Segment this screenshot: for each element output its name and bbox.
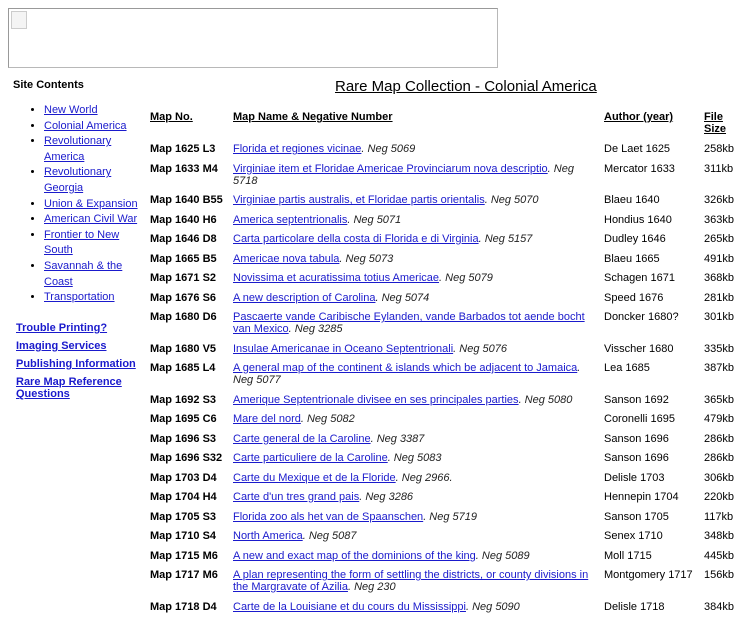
map-name-cell [231, 569, 602, 601]
map-name-cell [231, 550, 602, 570]
author-year: Blaeu 1640 [602, 194, 702, 214]
sidebar-item [44, 212, 144, 228]
table-row [148, 511, 750, 531]
negative-number: . Neg 5077 [233, 362, 580, 386]
negative-number: . Neg 5073 [339, 253, 393, 265]
map-name-cell [231, 292, 602, 312]
sidebar-item [44, 290, 144, 306]
map-name-cell [231, 413, 602, 433]
sidebar-extra-link[interactable]: Trouble Printing? [16, 322, 107, 334]
author-year: Sanson 1696 [602, 452, 702, 472]
map-number: Map 1685 L4 [148, 362, 231, 394]
author-year: Mercator 1633 [602, 163, 702, 195]
table-row [148, 550, 750, 570]
negative-number: . Neg 3387 [371, 433, 425, 445]
file-size: 363kb [702, 214, 750, 234]
sidebar-links [16, 322, 136, 406]
sidebar-item [44, 259, 144, 290]
author-year: Moll 1715 [602, 550, 702, 570]
author-year: Delisle 1718 [602, 601, 702, 620]
file-size: 281kb [702, 292, 750, 312]
map-name-link[interactable]: Carta particolare della costa di Florida e di Virginia [233, 233, 479, 245]
sidebar-item [44, 197, 144, 213]
sidebar-link[interactable]: New World [44, 104, 98, 116]
map-name-cell [231, 311, 602, 343]
sidebar-link[interactable]: Colonial America [44, 120, 127, 132]
negative-number: . Neg 5089 [476, 550, 530, 562]
author-year: Blaeu 1665 [602, 253, 702, 273]
map-name-link[interactable]: Carte de la Louisiane et du cours du Mississippi [233, 601, 466, 613]
table-row [148, 253, 750, 273]
map-number: Map 1692 S3 [148, 394, 231, 414]
map-name-link[interactable]: Carte particuliere de la Caroline [233, 452, 388, 464]
sidebar-extra-item [16, 322, 136, 334]
map-number: Map 1718 D4 [148, 601, 231, 620]
author-year: De Laet 1625 [602, 143, 702, 163]
author-year: Delisle 1703 [602, 472, 702, 492]
map-name-cell [231, 214, 602, 234]
map-name-link[interactable]: A new description of Carolina [233, 292, 375, 304]
map-number: Map 1640 B55 [148, 194, 231, 214]
author-year: Schagen 1671 [602, 272, 702, 292]
map-name-cell [231, 433, 602, 453]
table-row [148, 394, 750, 414]
sidebar-extra-item [16, 340, 136, 352]
map-number: Map 1625 L3 [148, 143, 231, 163]
table-row [148, 311, 750, 343]
map-name-cell [231, 163, 602, 195]
file-size: 286kb [702, 433, 750, 453]
map-number: Map 1646 D8 [148, 233, 231, 253]
table-row [148, 362, 750, 394]
map-name-link[interactable]: Carte general de la Caroline [233, 433, 371, 445]
map-name-link[interactable]: Amerique Septentrionale divisee en ses principales parties [233, 394, 519, 406]
map-number: Map 1671 S2 [148, 272, 231, 292]
map-number: Map 1695 C6 [148, 413, 231, 433]
banner-image [8, 8, 498, 68]
negative-number: . Neg 5090 [466, 601, 520, 613]
author-year: Hondius 1640 [602, 214, 702, 234]
map-name-cell [231, 472, 602, 492]
header-author: Author (year) [602, 111, 702, 143]
negative-number: . Neg 5719 [423, 511, 477, 523]
file-size: 306kb [702, 472, 750, 492]
negative-number: . Neg 5071 [347, 214, 401, 226]
map-name-cell [231, 233, 602, 253]
map-number: Map 1665 B5 [148, 253, 231, 273]
author-year: Lea 1685 [602, 362, 702, 394]
map-name-link[interactable]: North America [233, 530, 303, 542]
table-row [148, 272, 750, 292]
file-size: 368kb [702, 272, 750, 292]
site-contents-list [44, 103, 144, 306]
map-number: Map 1640 H6 [148, 214, 231, 234]
file-size: 348kb [702, 530, 750, 550]
sidebar-link[interactable]: Savannah & the Coast [44, 260, 122, 288]
map-name-link[interactable]: A plan representing the form of settling the districts, or county divisions in the Margravate of Azilia [233, 569, 588, 593]
table-row [148, 472, 750, 492]
negative-number: . Neg 5082 [301, 413, 355, 425]
map-number: Map 1703 D4 [148, 472, 231, 492]
map-name-link[interactable]: A general map of the continent & islands which be adjacent to Jamaica [233, 362, 577, 374]
file-size: 117kb [702, 511, 750, 531]
file-size: 491kb [702, 253, 750, 273]
negative-number: . Neg 5083 [388, 452, 442, 464]
table-row [148, 601, 750, 620]
negative-number: . Neg 5087 [303, 530, 357, 542]
table-row [148, 233, 750, 253]
map-name-cell [231, 491, 602, 511]
author-year: Hennepin 1704 [602, 491, 702, 511]
map-name-cell [231, 394, 602, 414]
sidebar-link[interactable]: Revolutionary America [44, 135, 111, 163]
file-size: 311kb [702, 163, 750, 195]
table-header-row [148, 111, 750, 143]
map-number: Map 1710 S4 [148, 530, 231, 550]
map-name-cell [231, 194, 602, 214]
map-name-link[interactable]: Mare del nord [233, 413, 301, 425]
author-year: Doncker 1680? [602, 311, 702, 343]
sidebar-link[interactable]: Frontier to New South [44, 229, 119, 257]
negative-number: . Neg 5076 [453, 343, 507, 355]
map-name-link[interactable]: Carte du Mexique et de la Floride [233, 472, 396, 484]
table-row [148, 433, 750, 453]
map-name-link[interactable]: America septentrionalis [233, 214, 347, 226]
header-map-name: Map Name & Negative Number [231, 111, 602, 143]
negative-number: . Neg 3286 [359, 491, 413, 503]
author-year: Sanson 1696 [602, 433, 702, 453]
map-number: Map 1676 S6 [148, 292, 231, 312]
map-number: Map 1680 V5 [148, 343, 231, 363]
map-name-link[interactable]: Pascaerte vande Caribische Eylanden, vande Barbados tot aende bocht van Mexico [233, 311, 585, 335]
table-row [148, 491, 750, 511]
table-row [148, 413, 750, 433]
file-size: 301kb [702, 311, 750, 343]
header-map-no: Map No. [148, 111, 231, 143]
sidebar-item [44, 134, 144, 165]
sidebar-extra-link[interactable]: Rare Map Reference Questions [16, 376, 122, 400]
map-name-cell [231, 253, 602, 273]
map-number: Map 1696 S3 [148, 433, 231, 453]
sidebar-item [44, 119, 144, 135]
table-row [148, 292, 750, 312]
table-row [148, 530, 750, 550]
negative-number: . Neg 3285 [289, 323, 343, 335]
author-year: Sanson 1692 [602, 394, 702, 414]
map-name-link[interactable]: Novissima et acuratissima totius Americae [233, 272, 439, 284]
negative-number: . Neg 2966. [396, 472, 453, 484]
sidebar-extra-link[interactable]: Imaging Services [16, 340, 107, 352]
sidebar-link[interactable]: Revolutionary Georgia [44, 166, 111, 194]
negative-number: . Neg 5718 [233, 163, 574, 187]
author-year: Senex 1710 [602, 530, 702, 550]
author-year: Coronelli 1695 [602, 413, 702, 433]
negative-number: . Neg 230 [348, 581, 396, 593]
sidebar-link[interactable]: Union & Expansion [44, 198, 138, 210]
file-size: 258kb [702, 143, 750, 163]
file-size: 326kb [702, 194, 750, 214]
author-year: Visscher 1680 [602, 343, 702, 363]
map-name-cell [231, 511, 602, 531]
map-name-cell [231, 272, 602, 292]
file-size: 335kb [702, 343, 750, 363]
table-row [148, 163, 750, 195]
map-number: Map 1633 M4 [148, 163, 231, 195]
table-row [148, 214, 750, 234]
map-name-cell [231, 601, 602, 620]
map-name-cell [231, 143, 602, 163]
map-name-cell [231, 452, 602, 472]
map-table [148, 111, 750, 620]
file-size: 365kb [702, 394, 750, 414]
map-number: Map 1704 H4 [148, 491, 231, 511]
table-row [148, 569, 750, 601]
file-size: 156kb [702, 569, 750, 601]
negative-number: . Neg 5069 [361, 143, 415, 155]
map-name-cell [231, 530, 602, 550]
file-size: 445kb [702, 550, 750, 570]
header-file-size: File Size [702, 111, 750, 143]
map-name-link[interactable]: Virginiae partis australis, et Floridae partis orientalis [233, 194, 485, 206]
map-number: Map 1705 S3 [148, 511, 231, 531]
map-name-link[interactable]: Florida zoo als het van de Spaanschen [233, 511, 423, 523]
negative-number: . Neg 5070 [485, 194, 539, 206]
negative-number: . Neg 5080 [519, 394, 573, 406]
file-size: 387kb [702, 362, 750, 394]
file-size: 384kb [702, 601, 750, 620]
table-row [148, 452, 750, 472]
file-size: 479kb [702, 413, 750, 433]
author-year: Sanson 1705 [602, 511, 702, 531]
file-size: 220kb [702, 491, 750, 511]
negative-number: . Neg 5157 [479, 233, 533, 245]
map-name-cell [231, 343, 602, 363]
sidebar-link[interactable]: Transportation [44, 291, 115, 303]
sidebar-extra-item [16, 358, 136, 370]
author-year: Montgomery 1717 [602, 569, 702, 601]
sidebar-extra-item [16, 376, 136, 400]
sidebar-item [44, 165, 144, 196]
sidebar-item [44, 103, 144, 119]
sidebar-extra-link[interactable]: Publishing Information [16, 358, 136, 370]
map-number: Map 1717 M6 [148, 569, 231, 601]
map-number: Map 1696 S32 [148, 452, 231, 472]
sidebar-item [44, 228, 144, 259]
page-title: Rare Map Collection - Colonial America [335, 78, 597, 95]
negative-number: . Neg 5079 [439, 272, 493, 284]
map-name-cell [231, 362, 602, 394]
file-size: 286kb [702, 452, 750, 472]
map-name-link[interactable]: Carte d'un tres grand pais [233, 491, 359, 503]
map-name-link[interactable]: A new and exact map of the dominions of the king [233, 550, 476, 562]
map-number: Map 1680 D6 [148, 311, 231, 343]
table-row [148, 194, 750, 214]
sidebar-link[interactable]: American Civil War [44, 213, 137, 225]
map-name-link[interactable]: Florida et regiones vicinae [233, 143, 361, 155]
table-row [148, 143, 750, 163]
author-year: Speed 1676 [602, 292, 702, 312]
map-number: Map 1715 M6 [148, 550, 231, 570]
file-size: 265kb [702, 233, 750, 253]
map-name-link[interactable]: Insulae Americanae in Oceano Septentrionali [233, 343, 453, 355]
negative-number: . Neg 5074 [375, 292, 429, 304]
site-contents-heading: Site Contents [13, 79, 84, 91]
table-row [148, 343, 750, 363]
map-name-link[interactable]: Virginiae item et Floridae Americae Provinciarum nova descriptio [233, 163, 548, 175]
author-year: Dudley 1646 [602, 233, 702, 253]
map-name-link[interactable]: Americae nova tabula [233, 253, 339, 265]
